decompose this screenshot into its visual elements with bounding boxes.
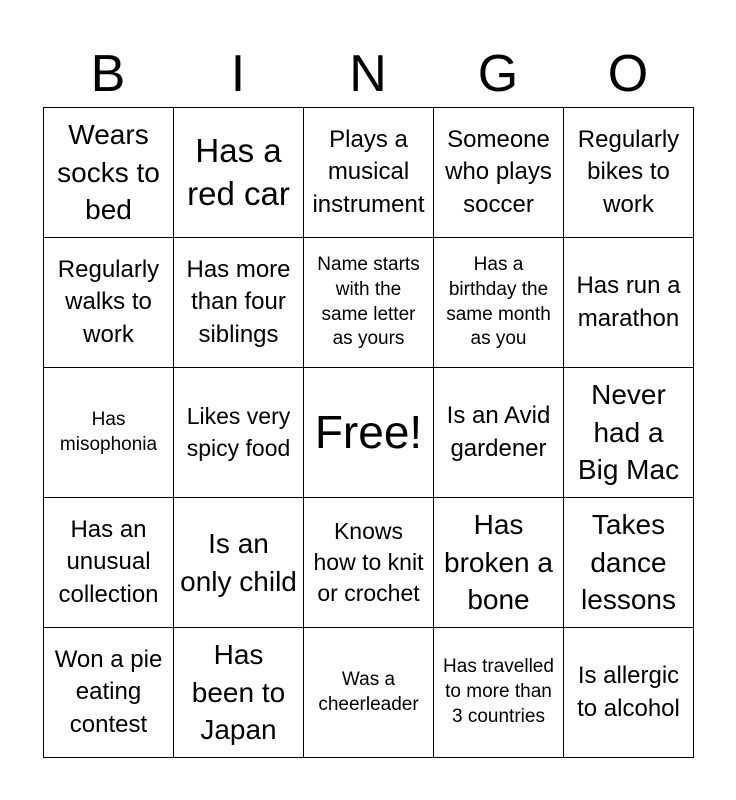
cell-text: Knows how to knit or crochet bbox=[313, 517, 424, 607]
cell-text: Regularly bikes to work bbox=[577, 125, 680, 218]
cell-text: Has an unusual collection bbox=[58, 515, 159, 608]
bingo-cell[interactable] bbox=[304, 498, 434, 628]
cell-text: Won a pie eating contest bbox=[54, 645, 163, 738]
cell-text: Has travelled to more than 3 countries bbox=[443, 656, 554, 727]
cell-text: Was a cheerleader bbox=[318, 668, 419, 715]
free-space-text: Free! bbox=[314, 406, 423, 459]
bingo-cell[interactable] bbox=[174, 238, 304, 368]
cell-text: Has been to Japan bbox=[191, 638, 286, 746]
cell-text: Plays a musical instrument bbox=[312, 125, 425, 218]
cell-text: Has a birthday the same month as you bbox=[446, 254, 551, 350]
bingo-cell[interactable] bbox=[434, 238, 564, 368]
cell-text: Is an Avid gardener bbox=[446, 402, 551, 462]
bingo-cell[interactable] bbox=[434, 628, 564, 758]
header-letter-i: I bbox=[230, 45, 246, 103]
header-letter-o: O bbox=[607, 45, 649, 103]
cell-text: Has run a marathon bbox=[576, 272, 681, 332]
bingo-cell[interactable] bbox=[564, 238, 694, 368]
cell-text: Someone who plays soccer bbox=[445, 125, 552, 218]
bingo-cell[interactable] bbox=[564, 628, 694, 758]
header-letter-n: N bbox=[349, 45, 387, 103]
bingo-cell[interactable] bbox=[174, 108, 304, 238]
bingo-cell[interactable] bbox=[44, 238, 174, 368]
header-letter-g: G bbox=[477, 45, 519, 103]
bingo-cell[interactable] bbox=[44, 368, 174, 498]
bingo-cell[interactable] bbox=[434, 368, 564, 498]
bingo-cell[interactable] bbox=[434, 498, 564, 628]
bingo-cell[interactable] bbox=[564, 368, 694, 498]
bingo-header bbox=[43, 40, 693, 108]
bingo-cell[interactable] bbox=[304, 628, 434, 758]
bingo-grid bbox=[43, 107, 694, 758]
bingo-cell[interactable] bbox=[44, 628, 174, 758]
cell-text: Is an only child bbox=[180, 527, 297, 597]
cell-text: Regularly walks to work bbox=[57, 255, 160, 348]
bingo-cell[interactable] bbox=[174, 628, 304, 758]
cell-text: Name starts with the same letter as yours bbox=[317, 254, 420, 350]
cell-text: Has more than four siblings bbox=[186, 255, 291, 348]
bingo-cell[interactable] bbox=[174, 498, 304, 628]
cell-text: Is allergic to alcohol bbox=[577, 662, 680, 722]
bingo-cell[interactable] bbox=[174, 368, 304, 498]
cell-text: Wears socks to bed bbox=[57, 118, 160, 226]
cell-text: Likes very spicy food bbox=[186, 403, 291, 461]
bingo-cell[interactable] bbox=[564, 108, 694, 238]
header-letter-b: B bbox=[90, 45, 126, 103]
bingo-cell[interactable] bbox=[44, 108, 174, 238]
cell-text: Has broken a bone bbox=[444, 508, 553, 616]
cell-text: Never had a Big Mac bbox=[577, 378, 680, 486]
cell-text: Takes dance lessons bbox=[581, 508, 676, 616]
cell-text: Has misophonia bbox=[59, 408, 158, 455]
free-space-cell[interactable] bbox=[304, 368, 434, 498]
bingo-cell[interactable] bbox=[304, 238, 434, 368]
cell-text: Has a red car bbox=[187, 131, 290, 212]
bingo-cell[interactable] bbox=[434, 108, 564, 238]
bingo-cell[interactable] bbox=[304, 108, 434, 238]
bingo-cell[interactable] bbox=[564, 498, 694, 628]
bingo-cell[interactable] bbox=[44, 498, 174, 628]
